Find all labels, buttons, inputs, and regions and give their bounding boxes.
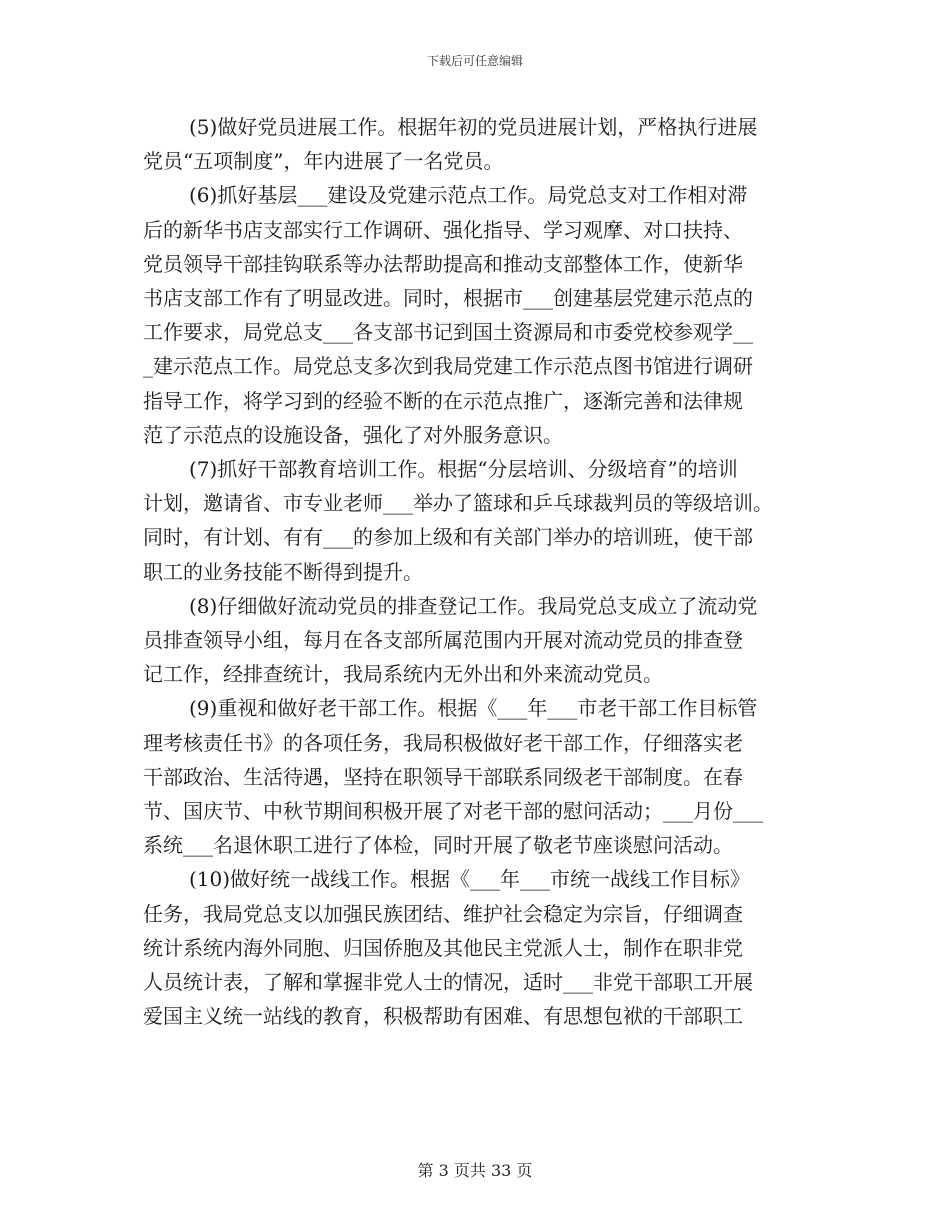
paragraph-line: 干部政治、生活待遇，坚持在职领导干部联系同级老干部制度。在春 <box>143 764 743 789</box>
paragraph-line: (8)仔细做好流动党员的排查登记工作。我局党总支成立了流动党 <box>189 593 758 618</box>
paragraph-line: 书店支部工作有了明显改进。同时，根据市___创建基层党建示范点的 <box>143 286 753 311</box>
paragraph-line: (6)抓好基层___建设及党建示范点工作。局党总支对工作相对滞 <box>189 183 748 208</box>
page-number: 第 3 页共 33 页 <box>417 1161 533 1180</box>
paragraph-line: _建示范点工作。局党总支多次到我局党建工作示范点图书馆进行调研 <box>143 354 753 379</box>
paragraph-line: 范了示范点的设施设备，强化了对外服务意识。 <box>143 422 563 447</box>
paragraph-line: 职工的业务技能不断得到提升。 <box>143 559 423 584</box>
paragraph-line: 任务，我局党总支以加强民族团结、维护社会稳定为宗旨，仔细调查 <box>143 901 743 926</box>
paragraph-line: 计划，邀请省、市专业老师___举办了篮球和乒乓球裁判员的等级培训。 <box>143 491 773 516</box>
paragraph-line: 系统___名退休职工进行了体检，同时开展了敬老节座谈慰问活动。 <box>143 833 733 858</box>
paragraph-line: 爱国主义统一站线的教育，积极帮助有困难、有思想包袱的干部职工 <box>143 1004 743 1029</box>
paragraph-line: 统计系统内海外同胞、归国侨胞及其他民主党派人士，制作在职非党 <box>143 935 743 960</box>
paragraph-line: 记工作，经排查统计，我局系统内无外出和外来流动党员。 <box>143 662 663 687</box>
paragraph-line: 党员领导干部挂钩联系等办法帮助提高和推动支部整体工作，使新华 <box>143 251 743 276</box>
paragraph-line: 人员统计表，了解和掌握非党人士的情况，适时___非党干部职工开展 <box>143 970 753 995</box>
paragraph-line: (7)抓好干部教育培训工作。根据“分层培训、分级培育”的培训 <box>189 457 738 482</box>
paragraph-line: 工作要求，局党总支___各支部书记到国土资源局和市委党校参观学__ <box>143 320 753 345</box>
paragraph-line: 员排查领导小组，每月在各支部所属范围内开展对流动党员的排查登 <box>143 628 743 653</box>
page-header: 下载后可任意编辑 <box>426 54 523 68</box>
paragraph-line: (9)重视和做好老干部工作。根据《___年___市老干部工作目标管 <box>189 696 758 721</box>
paragraph-line: 理考核责任书》的各项任务，我局积极做好老干部工作，仔细落实老 <box>143 730 743 755</box>
paragraph-line: 后的新华书店支部实行工作调研、强化指导、学习观摩、对口扶持、 <box>143 217 743 242</box>
paragraph-line: 同时，有计划、有有___的参加上级和有关部门举办的培训班，使干部 <box>143 525 753 550</box>
paragraph-line: (10)做好统一战线工作。根据《___年___市统一战线工作目标》 <box>189 867 751 892</box>
paragraph-line: 党员“五项制度”，年内进展了一名党员。 <box>143 149 504 174</box>
paragraph-line: (5)做好党员进展工作。根据年初的党员进展计划，严格执行进展 <box>189 115 758 139</box>
paragraph-line: 节、国庆节、中秋节期间积极开展了对老干部的慰问活动；___月份___ <box>143 799 763 824</box>
paragraph-line: 指导工作，将学习到的经验不断的在示范点推广，逐渐完善和法律规 <box>143 388 743 413</box>
document-body <box>143 110 813 1033</box>
